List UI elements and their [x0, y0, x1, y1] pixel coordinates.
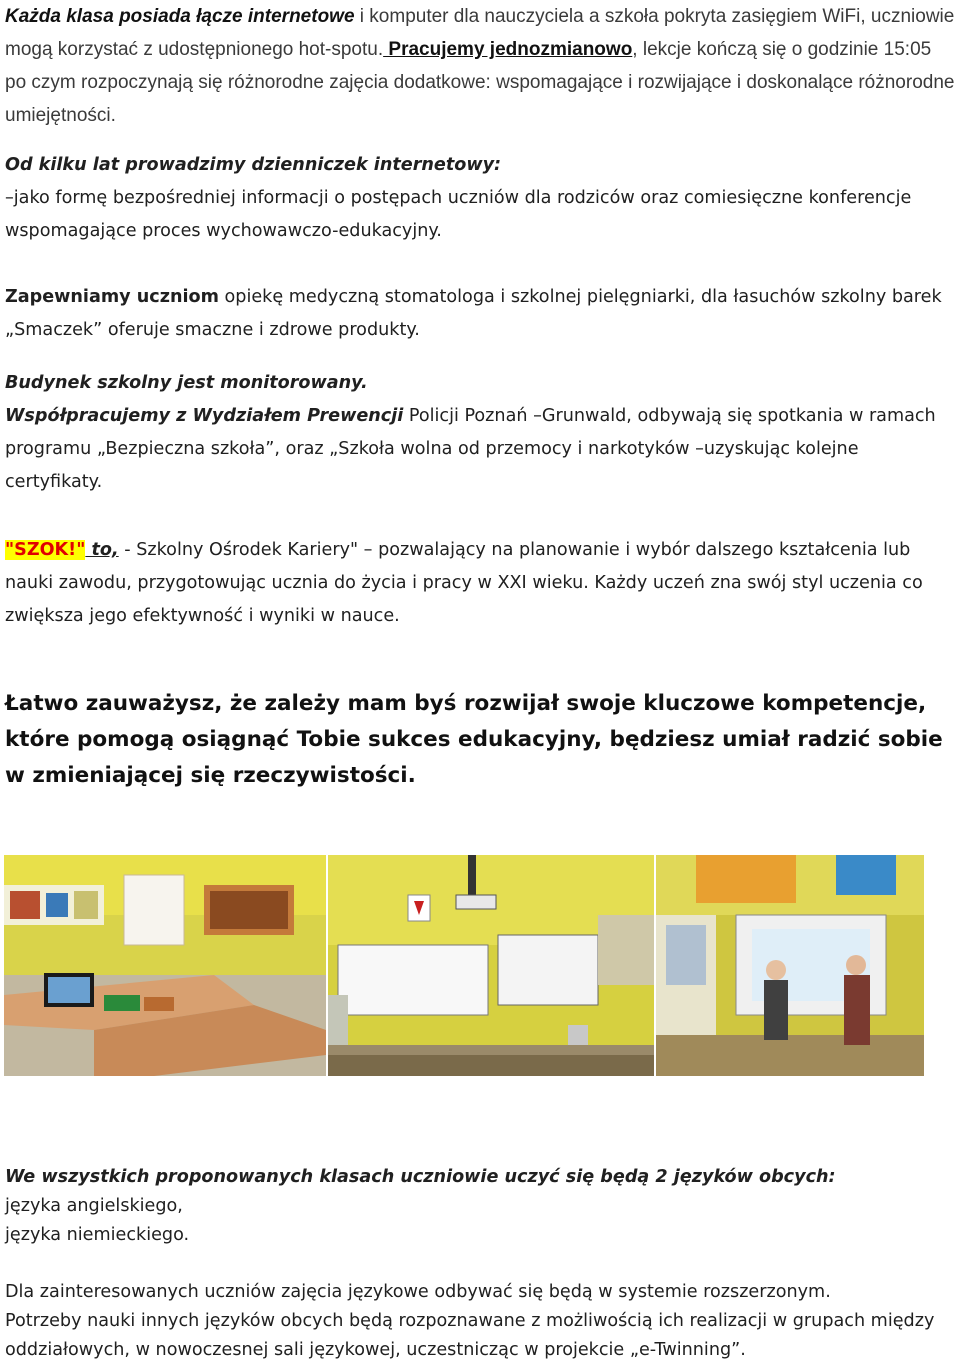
para-internet [5, 0, 956, 132]
szok-highlight: "SZOK!" [5, 540, 86, 560]
para-szok-text: - Szkolny Ośrodek Kariery" – pozwalający na planowanie i wybór dalszego kształcenia lub nauki zawodu, przygotowując ucznia do życia i pracy w XXI wieku. Każdy uczeń zna swój styl uczenia co zwiększa jego efektywność i wyniki w nauce. [5, 540, 923, 626]
para-competences: Łatwo zauważysz, że zależy mam byś rozwijał swoje kluczowe kompetencje, które pomogą osiągnąć Tobie sukces edukacyjny, będziesz umiał radzić sobie w zmieniającej się rzeczywistości. [5, 691, 943, 788]
para-medical-bold: Zapewniamy uczniom [5, 287, 219, 307]
photo-interactive-board [656, 855, 924, 1076]
para-ediary-text: –jako formę bezpośredniej informacji o postępach uczniów dla rodziców oraz comiesięczne konferencje wspomagające proces wychowawczo-edukacyjny. [5, 188, 912, 241]
para-ediary-bold: Od kilku lat prowadzimy dzienniczek internetowy: [5, 155, 502, 175]
para-security-coop: Współpracujemy z Wydziałem Prewencji [5, 406, 404, 426]
para-internet-bold: Każda klasa posiada łącze internetowe [5, 6, 355, 27]
photo-classroom-computer [4, 855, 326, 1076]
para-security [5, 367, 956, 499]
para-extended [5, 1278, 956, 1365]
para-internet-text: i komputer dla nauczyciela a szkoła pokryta zasięgiem WiFi, uczniowie mogą korzystać z udostępnionego hot-spotu. [5, 6, 955, 60]
para-languages-bold: We wszystkich proponowanych klasach uczniowie uczyć się będą 2 języków obcych: [5, 1167, 836, 1187]
lang-english: języka angielskiego, [5, 1196, 183, 1216]
szok-to: to, [85, 540, 119, 560]
para-security-monitored: Budynek szkolny jest monitorowany. [5, 373, 368, 393]
para-internet-text2: , lekcje kończą się o godzinie 15:05 po czym rozpoczynają się różnorodne zajęcia dodatkowe: wspomagające i rozwijające i doskonalące różnorodne umiejętności. [5, 39, 955, 126]
lang-german: języka niemieckiego. [5, 1225, 190, 1245]
para-languages [5, 1163, 956, 1250]
photo-classroom-whiteboard [328, 855, 654, 1076]
para-szok [5, 534, 956, 633]
para-ediary [5, 149, 956, 248]
para-medical [5, 281, 956, 347]
para-security-text: Policji Poznań –Grunwald, odbywają się spotkania w ramach programu „Bezpieczna szkoła”, oraz „Szkoła wolna od przemocy i narkotyków –uzyskując kolejne certyfikaty. [5, 406, 936, 492]
para-extended-text1: Dla zainteresowanych uczniów zajęcia językowe odbywać się będą w systemie rozszerzonym. [5, 1282, 831, 1302]
para-extended-text2: Potrzeby nauki innych języków obcych będą rozpoznawane z możliwością ich realizacji w grupach między oddziałowych, w nowoczesnej sali językowej, uczestnicząc w projekcie „e-Twinning”. [5, 1311, 935, 1360]
para-medical-text: opiekę medyczną stomatologa i szkolnej pielęgniarki, dla łasuchów szkolny barek „Smaczek” oferuje smaczne i zdrowe produkty. [5, 287, 942, 340]
para-internet-shift: Pracujemy jednozmianowo [383, 39, 633, 60]
